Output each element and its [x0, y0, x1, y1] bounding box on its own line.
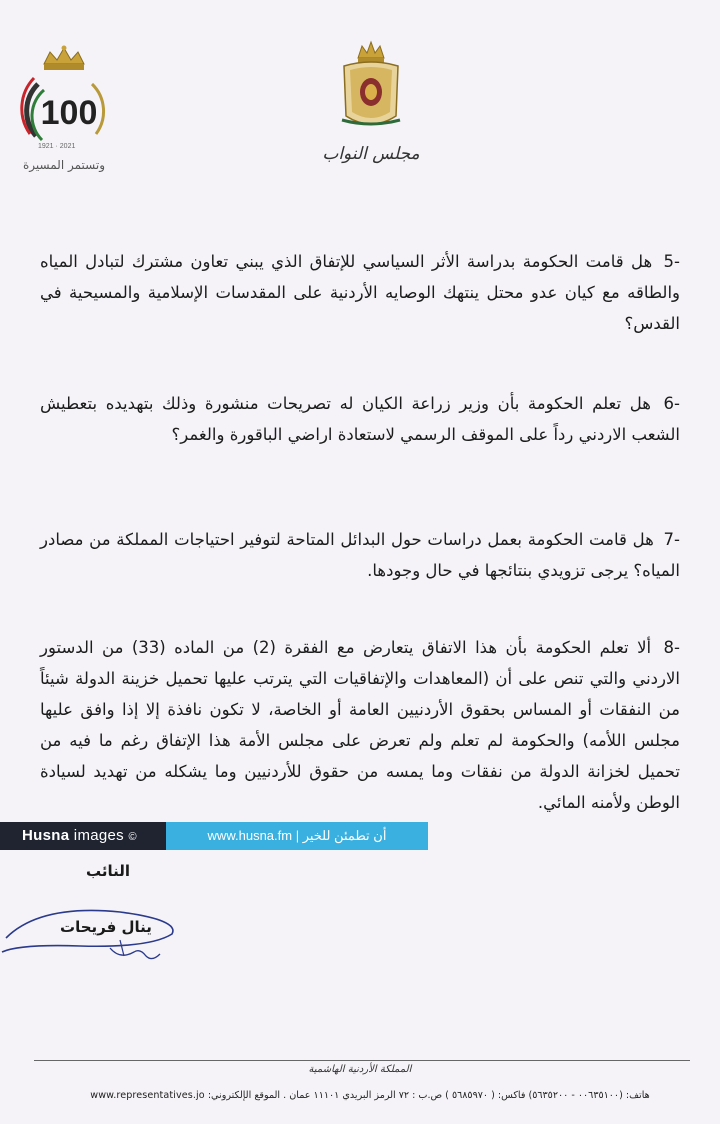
husna-slogan: أن تطمئن للخير | www.husna.fm [166, 822, 428, 850]
question-text: هل قامت الحكومة بعمل دراسات حول البدائل المتاحة لتوفير احتياجات المملكة من مصادر المياه؟ يرجى تزويدي بنتائجها في حال وجودها. [40, 530, 680, 580]
footer-contact: هاتف: (٠٠٦٣٥١٠٠ - ٥٦٣٥٢٠٠) فاكس: ( ٥٦٨٥٩٧٠ ) ص.ب : ٧٢ الرمز البريدي ١١١٠١ عمان . الموقع الإلكتروني: www.representatives.jo [90, 1090, 650, 1101]
husna-brand: Husna images © [0, 822, 166, 850]
question-text: هل قامت الحكومة بدراسة الأثر السياسي للإتفاق الذي يبني تعاون مشترك لتبادل المياه والطاقه مع كيان عدو محتل ينتهك الوصايه الأردنية على المقدسات الإسلامية والمسيحية في القدس؟ [40, 252, 680, 333]
question-8 [40, 632, 680, 818]
centenary-tagline: وتستمر المسيرة [23, 158, 105, 172]
question-number: -7 [663, 530, 680, 549]
question-number: -5 [663, 252, 680, 271]
question-6 [40, 388, 680, 450]
svg-text:1921 · 2021: 1921 · 2021 [38, 143, 76, 150]
question-5 [40, 246, 680, 339]
question-number: -6 [663, 394, 680, 413]
signature-title: النائب [85, 862, 130, 880]
royal-crest-icon [336, 40, 406, 132]
husna-watermark-banner [0, 822, 428, 850]
question-number: -8 [663, 638, 680, 657]
svg-text:100: 100 [40, 94, 98, 132]
parliament-label: مجلس النواب [322, 144, 420, 164]
footer-kingdom: المملكة الأردنية الهاشمية [308, 1064, 412, 1075]
question-text: هل تعلم الحكومة بأن وزير زراعة الكيان له تصريحات منشورة وذلك بتهديده بتعطيش الشعب الاردني رداً على الموقف الرسمي لاستعادة اراضي الباقورة والغمر؟ [40, 394, 680, 444]
footer-divider [34, 1060, 690, 1061]
centenary-emblem-icon [14, 44, 114, 156]
question-7 [40, 524, 680, 586]
copyright-icon: © [128, 831, 137, 843]
centenary-logo [14, 44, 114, 178]
mp-name: ينال فريحات [60, 918, 152, 936]
question-text: ألا تعلم الحكومة بأن هذا الاتفاق يتعارض مع الفقرة (2) من الماده (33) من الدستور الاردني والتي تنص على أن (المعاهدات والإتفاقيات التي يترتب عليها تحميل خزينة الدولة شيئاً من النفقات أو المساس بحقوق الأردنيين العامة أو الخاصة، لا تكون نافذة إلا إذا وافق عليها مجلس اللأمه) والحكومة لم تعلم ولم تعرض على مجلس الأمة هذا الإتفاق رغم ما فيه من تحميل لخزانة الدولة من نفقات وما يمسه من حقوق للأردنيين وما يشكله من تهديد لسيادة الوطن ولأمنه المائي. [40, 638, 680, 812]
